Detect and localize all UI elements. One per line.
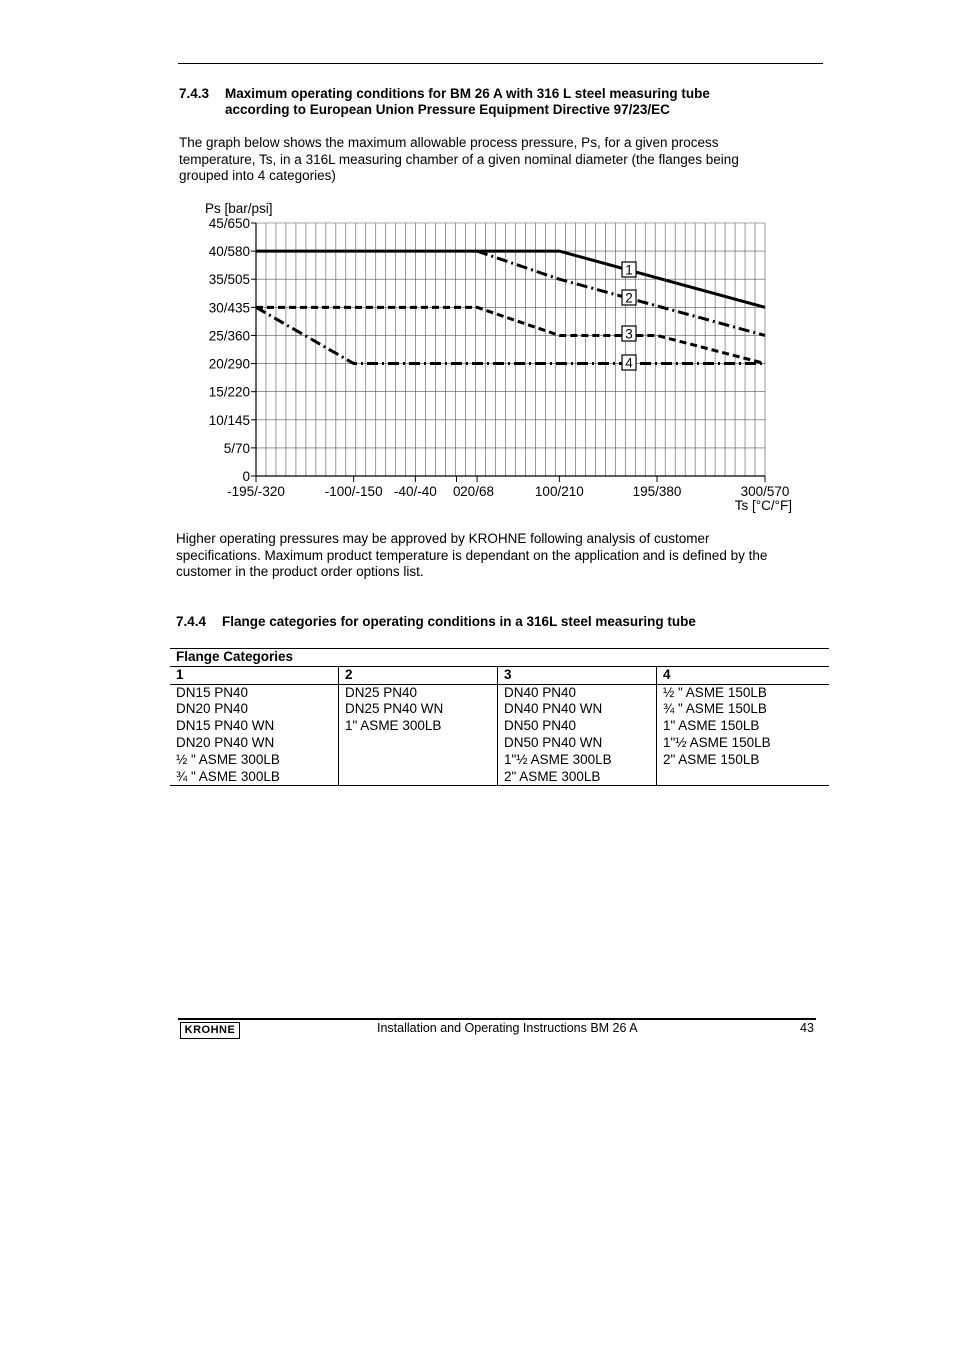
- note-line: Higher operating pressures may be approved by KROHNE following analysis of customer: [176, 531, 710, 546]
- series-label-3: 3: [625, 326, 633, 342]
- column-header: 3: [498, 666, 657, 684]
- note-paragraph: [176, 531, 767, 581]
- footer-rule: [178, 1018, 816, 1020]
- flange-item: DN25 PN40: [345, 684, 418, 700]
- column-header: 4: [657, 666, 830, 684]
- y-tick-label: 40/580: [208, 244, 250, 260]
- y-tick-label: 35/505: [208, 272, 250, 288]
- flange-item: 1"½ ASME 150LB: [663, 734, 771, 750]
- flange-item: ½ " ASME 300LB: [176, 751, 280, 767]
- flange-item: DN20 PN40 WN: [176, 734, 275, 750]
- category-2-cell: [339, 684, 498, 786]
- y-tick-label: 25/360: [208, 328, 250, 344]
- krohne-logo: KROHNE: [180, 1022, 240, 1039]
- intro-line: grouped into 4 categories): [179, 168, 336, 183]
- section-title: Flange categories for operating conditions in a 316L steel measuring tube: [222, 614, 696, 629]
- y-tick-label: 5/70: [223, 440, 250, 456]
- table-row: [170, 684, 829, 786]
- section-heading-7-4-4: [176, 614, 696, 630]
- section-number: 7.4.3: [179, 86, 210, 101]
- x-axis-label: Ts [°C/°F]: [734, 498, 792, 513]
- note-line: specifications. Maximum product temperature is dependant on the application and is defined by the: [176, 547, 768, 563]
- y-axis-label: Ps [bar/psi]: [205, 201, 273, 216]
- x-tick-label: -40/-40: [393, 484, 437, 499]
- category-4-cell: [657, 684, 830, 786]
- x-tick-label: 20/68: [460, 484, 494, 499]
- flange-item: DN40 PN40 WN: [504, 701, 603, 717]
- flange-categories-table: [170, 648, 829, 786]
- chart-grid: [256, 223, 765, 476]
- y-tick-label: 0: [242, 469, 250, 484]
- chart-labels: [205, 201, 792, 513]
- section-title-line1: Maximum operating conditions for BM 26 A with 316 L steel measuring tube: [225, 86, 710, 101]
- y-tick-label: 30/435: [208, 300, 250, 316]
- x-tick-label: -195/-320: [227, 484, 285, 499]
- x-tick-label: 195/380: [632, 484, 682, 499]
- flange-item: DN25 PN40 WN: [345, 701, 444, 717]
- section-number: 7.4.4: [176, 614, 207, 629]
- flange-item: ½ " ASME 150LB: [663, 684, 767, 700]
- pressure-temperature-chart: [0, 195, 954, 525]
- series-label-4: 4: [625, 355, 633, 371]
- flange-item: 1" ASME 300LB: [345, 718, 442, 734]
- flange-item: 1" ASME 150LB: [663, 718, 760, 734]
- y-tick-label: 15/220: [208, 384, 250, 400]
- column-header: 2: [339, 666, 498, 684]
- flange-item: DN50 PN40 WN: [504, 734, 603, 750]
- flange-item: 2" ASME 300LB: [504, 768, 601, 784]
- flange-item: DN15 PN40 WN: [176, 718, 275, 734]
- column-header: 1: [170, 666, 339, 684]
- y-tick-label: 45/650: [208, 216, 250, 231]
- header-rule: [178, 63, 823, 64]
- intro-paragraph: [179, 135, 739, 185]
- document-title: Installation and Operating Instructions BM 26 A: [377, 1021, 638, 1035]
- y-tick-label: 20/290: [208, 356, 250, 372]
- chart-axes: [251, 223, 765, 482]
- x-tick-label: 0: [452, 484, 461, 499]
- intro-line: The graph below shows the maximum allowable process pressure, Ps, for a given process: [179, 135, 719, 150]
- section-title-line2: according to European Union Pressure Equipment Directive 97/23/EC: [225, 102, 670, 117]
- x-tick-label: -100/-150: [324, 484, 383, 499]
- table-title-row: [170, 649, 829, 667]
- y-tick-label: 10/145: [208, 412, 250, 428]
- flange-item: 1"½ ASME 300LB: [504, 751, 612, 767]
- x-tick-label: 300/570: [740, 484, 790, 499]
- flange-item: ¾ " ASME 150LB: [663, 701, 767, 717]
- series-label-1: 1: [625, 262, 633, 278]
- table-header-row: [170, 666, 829, 684]
- page-number: 43: [800, 1021, 814, 1035]
- series-label-2: 2: [625, 290, 633, 306]
- intro-line: temperature, Ts, in a 316L measuring chamber of a given nominal diameter (the flanges being: [179, 151, 739, 167]
- x-tick-label: 100/210: [534, 484, 584, 499]
- category-3-cell: [498, 684, 657, 786]
- section-heading-7-4-3: [179, 86, 710, 118]
- table-title: Flange Categories: [170, 649, 829, 667]
- flange-item: ¾ " ASME 300LB: [176, 768, 280, 784]
- category-1-cell: [170, 684, 339, 786]
- note-line: customer in the product order options list.: [176, 564, 424, 579]
- flange-item: DN50 PN40: [504, 718, 577, 734]
- flange-item: 2" ASME 150LB: [663, 751, 760, 767]
- flange-item: DN20 PN40: [176, 701, 249, 717]
- flange-item: DN40 PN40: [504, 684, 577, 700]
- flange-item: DN15 PN40: [176, 684, 249, 700]
